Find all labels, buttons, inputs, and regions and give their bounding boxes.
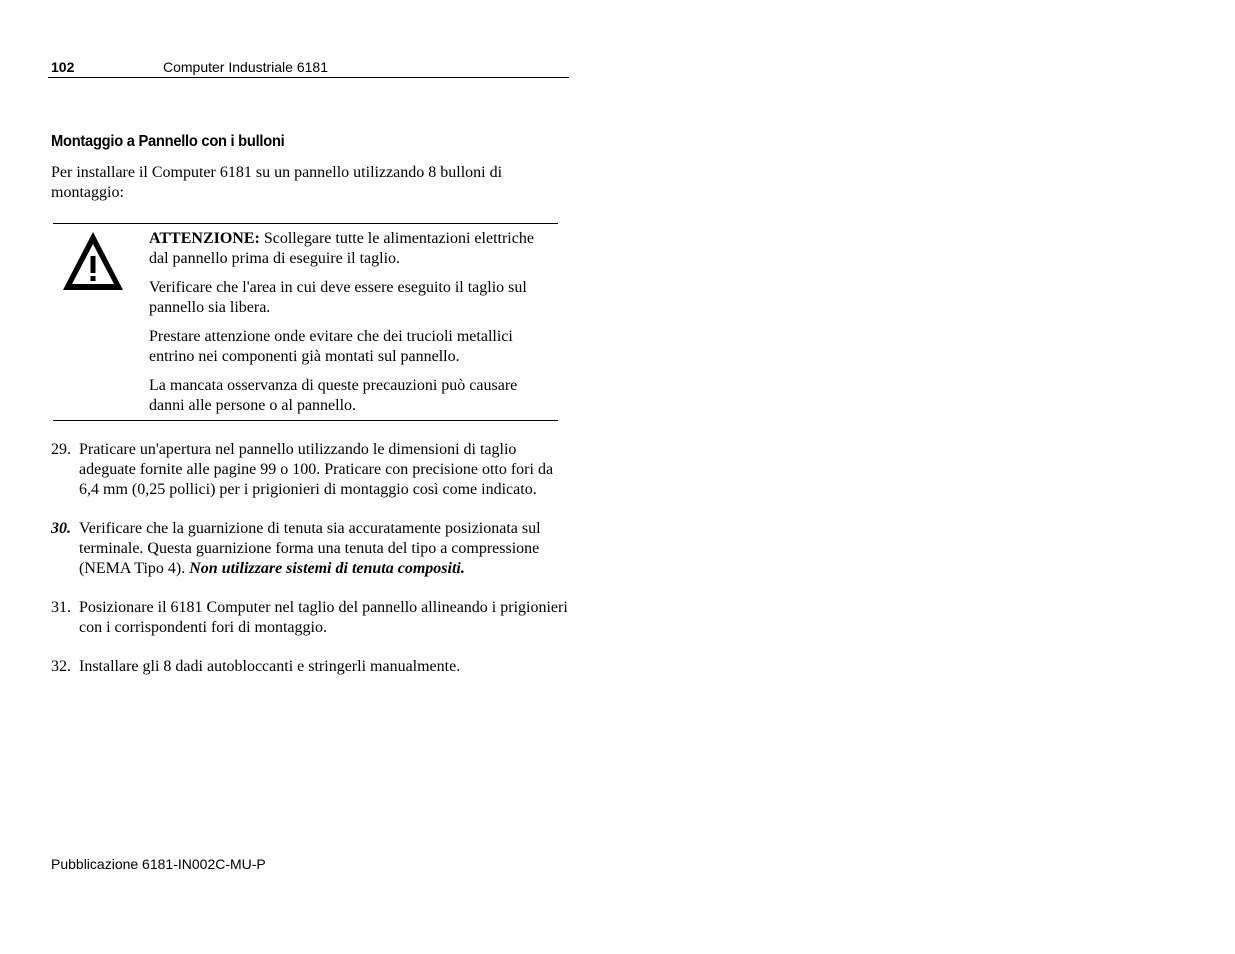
- attention-box: [53, 223, 558, 421]
- page-header: [48, 58, 569, 78]
- list-item: [51, 440, 569, 500]
- step-text: Installare gli 8 dadi autobloccanti e stringerli manualmente.: [79, 658, 461, 675]
- step-emphasis: Non utilizzare sistemi di tenuta compositi.: [189, 560, 465, 577]
- warning-triangle-icon: [61, 229, 125, 293]
- step-number: 30.: [51, 520, 71, 537]
- attention-paragraph-4: La mancata osservanza di queste precauzioni può causare danni alle persone o al pannello.: [149, 377, 518, 414]
- step-number: 29.: [51, 441, 71, 458]
- attention-paragraph-3: Prestare attenzione onde evitare che dei trucioli metallici entrino nei componenti già montati sul pannello.: [149, 328, 513, 365]
- step-text: Posizionare il 6181 Computer nel taglio del pannello allineando i prigionieri con i corrispondenti fori di montaggio.: [79, 599, 568, 636]
- attention-paragraph-2: Verificare che l'area in cui deve essere eseguito il taglio sul pannello sia libera.: [149, 279, 527, 316]
- step-number: 32.: [51, 658, 71, 675]
- list-item: [51, 598, 569, 638]
- intro-paragraph: Per installare il Computer 6181 su un pannello utilizzando 8 bulloni di montaggio:: [51, 164, 503, 201]
- attention-text: [149, 229, 554, 416]
- attention-first-text: Scollegare tutte le alimentazioni elettriche dal pannello prima di eseguire il taglio.: [149, 230, 534, 267]
- page-footer: Pubblicazione 6181-IN002C-MU-P: [51, 856, 266, 872]
- attention-paragraph-1: [149, 229, 554, 269]
- list-item: [51, 519, 569, 579]
- steps-list: [51, 440, 569, 696]
- step-number: 31.: [51, 599, 71, 616]
- section-heading: Montaggio a Pannello con i bulloni: [51, 133, 285, 150]
- attention-label: ATTENZIONE:: [149, 230, 260, 247]
- page-number: 102: [51, 59, 75, 75]
- step-text: Verificare che la guarnizione di tenuta sia accuratamente posizionata sul terminale. Questa guarnizione forma una tenuta del tipo a compressione (NEMA Tipo 4).: [79, 520, 541, 577]
- step-text: Praticare un'apertura nel pannello utilizzando le dimensioni di taglio adeguate fornite alle pagine 99 o 100. Praticare con precisione otto fori da 6,4 mm (0,25 pollici) per i prigionieri di montaggio così come indicato.: [79, 441, 554, 498]
- list-item: [51, 657, 569, 677]
- running-title: Computer Industriale 6181: [163, 59, 328, 75]
